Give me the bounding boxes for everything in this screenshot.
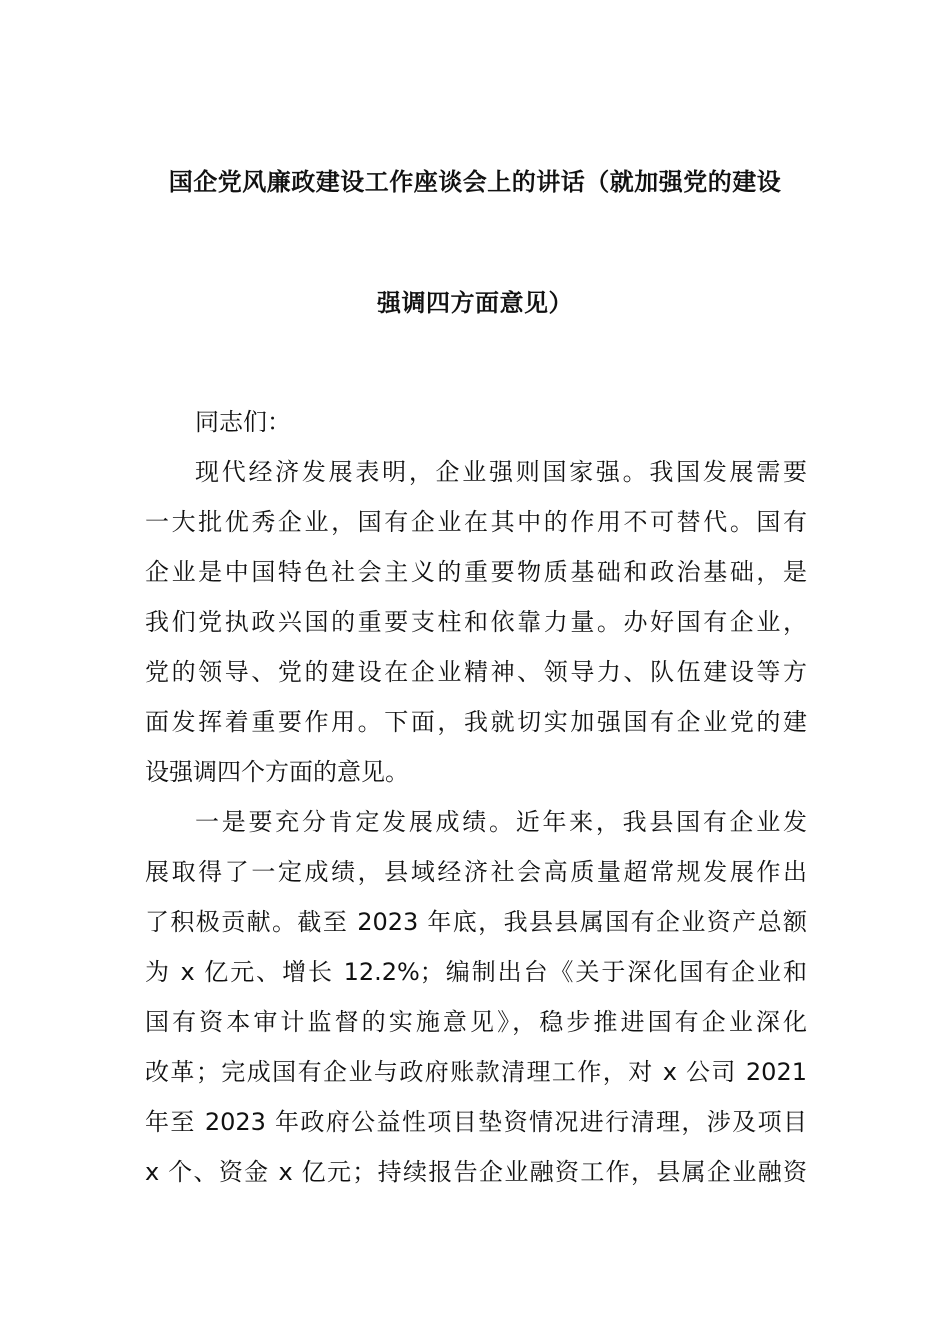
paragraph-2-line: 年至 2023 年政府公益性项目垫资情况进行清理，涉及项目 bbox=[145, 1108, 807, 1136]
paragraph-2-line: 改革；完成国有企业与政府账款清理工作，对 x 公司 2021 bbox=[145, 1058, 807, 1086]
paragraph-2-line: 为 x 亿元、增长 12.2%；编制出台《关于深化国有企业和 bbox=[145, 958, 807, 986]
paragraph-1-line: 企业是中国特色社会主义的重要物质基础和政治基础，是 bbox=[145, 558, 807, 586]
paragraph-1-line: 我们党执政兴国的重要支柱和依靠力量。办好国有企业， bbox=[145, 608, 807, 636]
paragraph-1-line: 面发挥着重要作用。下面，我就切实加强国有企业党的建 bbox=[145, 708, 807, 736]
document-title-line-1: 国企党风廉政建设工作座谈会上的讲话（就加强党的建设 bbox=[168, 168, 782, 196]
salutation: 同志们： bbox=[195, 408, 291, 436]
paragraph-1-line: 现代经济发展表明，企业强则国家强。我国发展需要 bbox=[195, 458, 807, 486]
paragraph-1-line: 设强调四个方面的意见。 bbox=[145, 758, 409, 786]
paragraph-2-line: 国有资本审计监督的实施意见》，稳步推进国有企业深化 bbox=[145, 1008, 807, 1036]
paragraph-2-line: 一是要充分肯定发展成绩。近年来，我县国有企业发 bbox=[195, 808, 807, 836]
document-title-line-2: 强调四方面意见） bbox=[377, 289, 573, 317]
paragraph-2-line: x 个、资金 x 亿元；持续报告企业融资工作，县属企业融资 bbox=[145, 1158, 807, 1186]
document-body bbox=[145, 397, 807, 1197]
paragraph-2-line: 了积极贡献。截至 2023 年底，我县县属国有企业资产总额 bbox=[145, 908, 807, 936]
paragraph-1-line: 党的领导、党的建设在企业精神、领导力、队伍建设等方 bbox=[145, 658, 807, 686]
paragraph-1-line: 一大批优秀企业，国有企业在其中的作用不可替代。国有 bbox=[145, 508, 807, 536]
paragraph-2-line: 展取得了一定成绩，县域经济社会高质量超常规发展作出 bbox=[145, 858, 807, 886]
